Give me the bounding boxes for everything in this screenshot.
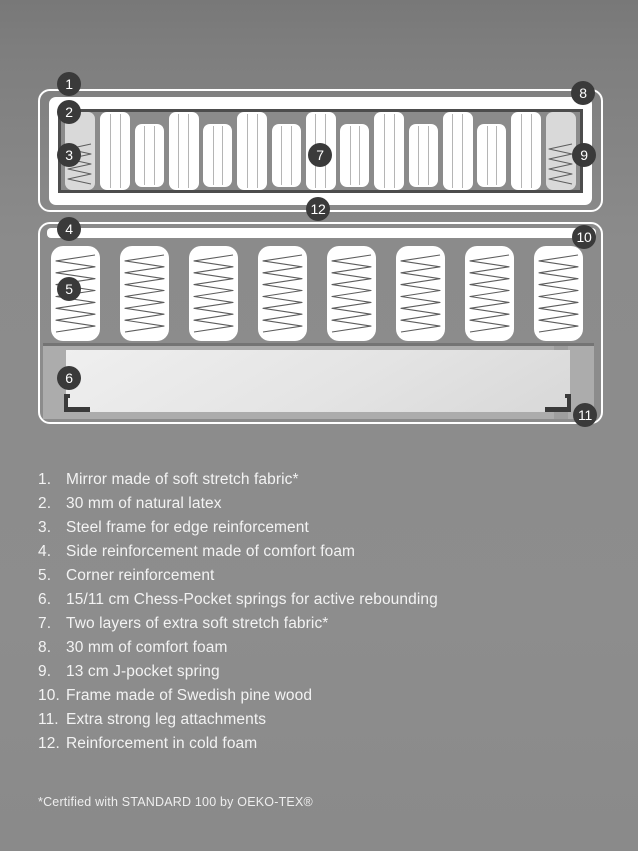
legend-item-text: Steel frame for edge reinforcement xyxy=(66,519,309,536)
legend-item-number: 4. xyxy=(38,543,52,560)
callout-badge-8: 8 xyxy=(571,81,595,105)
spring-seam-line xyxy=(350,126,351,185)
legend-item-text: Mirror made of soft stretch fabric* xyxy=(66,471,299,488)
legend-item-number: 6. xyxy=(38,591,52,608)
legend-item xyxy=(38,519,610,543)
base-spring-row xyxy=(51,246,583,341)
chess-pocket-spring xyxy=(120,246,169,341)
pocket-spring xyxy=(374,112,404,190)
callout-badge-5: 5 xyxy=(57,277,81,301)
spring-seam-line xyxy=(188,114,189,188)
legend-item-text: Corner reinforcement xyxy=(66,567,215,584)
callout-badge-7: 7 xyxy=(308,143,332,167)
legend-item xyxy=(38,471,610,495)
spring-seam-line xyxy=(247,114,248,188)
coil-spring-icon xyxy=(396,246,445,341)
legend-item-number: 3. xyxy=(38,519,52,536)
legend-item xyxy=(38,735,610,759)
legend-item xyxy=(38,543,610,567)
legend-item-number: 10. xyxy=(38,687,60,704)
legend-item-number: 11. xyxy=(38,711,59,728)
spring-seam-line xyxy=(359,126,360,185)
spring-seam-line xyxy=(496,126,497,185)
foam-base-band xyxy=(43,343,594,419)
spring-seam-line xyxy=(394,114,395,188)
legend-item-text: Side reinforcement made of comfort foam xyxy=(66,543,356,560)
legend-item-text: Extra strong leg attachments xyxy=(66,711,267,728)
spring-seam-line xyxy=(144,126,145,185)
legend-item-number: 9. xyxy=(38,663,52,680)
pocket-spring xyxy=(409,124,438,187)
chess-pocket-spring xyxy=(396,246,445,341)
legend-item-text: 30 mm of comfort foam xyxy=(66,639,228,656)
side-reinforcement-bar xyxy=(47,228,596,238)
legend-item-number: 8. xyxy=(38,639,52,656)
spring-seam-line xyxy=(521,114,522,188)
legend-item-number: 5. xyxy=(38,567,52,584)
spring-seam-line xyxy=(531,114,532,188)
pocket-spring xyxy=(169,112,199,190)
pocket-spring xyxy=(100,112,130,190)
callout-badge-9: 9 xyxy=(572,143,596,167)
legend-item xyxy=(38,615,610,639)
coil-spring-icon xyxy=(258,246,307,341)
pocket-spring xyxy=(135,124,164,187)
spring-seam-line xyxy=(291,126,292,185)
spring-seam-line xyxy=(452,114,453,188)
callout-badge-10: 10 xyxy=(572,225,596,249)
legend-item-text: 30 mm of natural latex xyxy=(66,495,222,512)
pocket-spring xyxy=(443,112,473,190)
pocket-spring xyxy=(272,124,301,187)
chess-pocket-spring xyxy=(189,246,238,341)
pocket-spring xyxy=(237,112,267,190)
coil-spring-icon xyxy=(120,246,169,341)
legend-item xyxy=(38,639,610,663)
legend-item-text: Reinforcement in cold foam xyxy=(66,735,258,752)
legend-item-number: 12. xyxy=(38,735,60,752)
spring-seam-line xyxy=(281,126,282,185)
legend-item xyxy=(38,495,610,519)
legend-list xyxy=(38,471,610,759)
legend-item xyxy=(38,663,610,687)
legend-item-text: Two layers of extra soft stretch fabric* xyxy=(66,615,329,632)
spring-seam-line xyxy=(418,126,419,185)
chess-pocket-spring xyxy=(327,246,376,341)
mattress-base-cross-section xyxy=(38,222,603,424)
callout-badge-1: 1 xyxy=(57,72,81,96)
legend-item-text: 13 cm J-pocket spring xyxy=(66,663,220,680)
callout-badge-3: 3 xyxy=(57,143,81,167)
legend-item-text: 15/11 cm Chess-Pocket springs for active rebounding xyxy=(66,591,438,608)
coil-spring-icon xyxy=(327,246,376,341)
spring-seam-line xyxy=(428,126,429,185)
spring-seam-line xyxy=(462,114,463,188)
spring-seam-line xyxy=(257,114,258,188)
leg-bracket-right-icon xyxy=(543,394,573,412)
spring-seam-line xyxy=(120,114,121,188)
spring-seam-line xyxy=(384,114,385,188)
legend-item-number: 1. xyxy=(38,471,52,488)
spring-seam-line xyxy=(222,126,223,185)
callout-badge-6: 6 xyxy=(57,366,81,390)
spring-seam-line xyxy=(154,126,155,185)
chess-pocket-spring xyxy=(465,246,514,341)
legend-item-number: 7. xyxy=(38,615,52,632)
legend-item xyxy=(38,591,610,615)
spring-seam-line xyxy=(213,126,214,185)
callout-badge-2: 2 xyxy=(57,100,81,124)
footnote: *Certified with STANDARD 100 by OEKO-TEX® xyxy=(38,795,313,809)
legend-item-text: Frame made of Swedish pine wood xyxy=(66,687,313,704)
callout-badge-11: 11 xyxy=(573,403,597,427)
chess-pocket-spring xyxy=(534,246,583,341)
spring-seam-line xyxy=(487,126,488,185)
legend-item xyxy=(38,567,610,591)
callout-badge-12: 12 xyxy=(306,197,330,221)
spring-seam-line xyxy=(110,114,111,188)
pocket-spring xyxy=(203,124,232,187)
legend-item xyxy=(38,687,610,711)
cold-foam-base xyxy=(66,350,570,412)
chess-pocket-spring xyxy=(258,246,307,341)
callout-badge-4: 4 xyxy=(57,217,81,241)
coil-spring-icon xyxy=(534,246,583,341)
coil-spring-icon xyxy=(465,246,514,341)
coil-spring-icon xyxy=(189,246,238,341)
pocket-spring xyxy=(477,124,506,187)
legend-item-number: 2. xyxy=(38,495,52,512)
leg-bracket-left-icon xyxy=(62,394,92,412)
coil-spring-icon xyxy=(546,142,576,188)
pocket-spring xyxy=(340,124,369,187)
pocket-spring xyxy=(511,112,541,190)
legend-item xyxy=(38,711,610,735)
spring-seam-line xyxy=(178,114,179,188)
